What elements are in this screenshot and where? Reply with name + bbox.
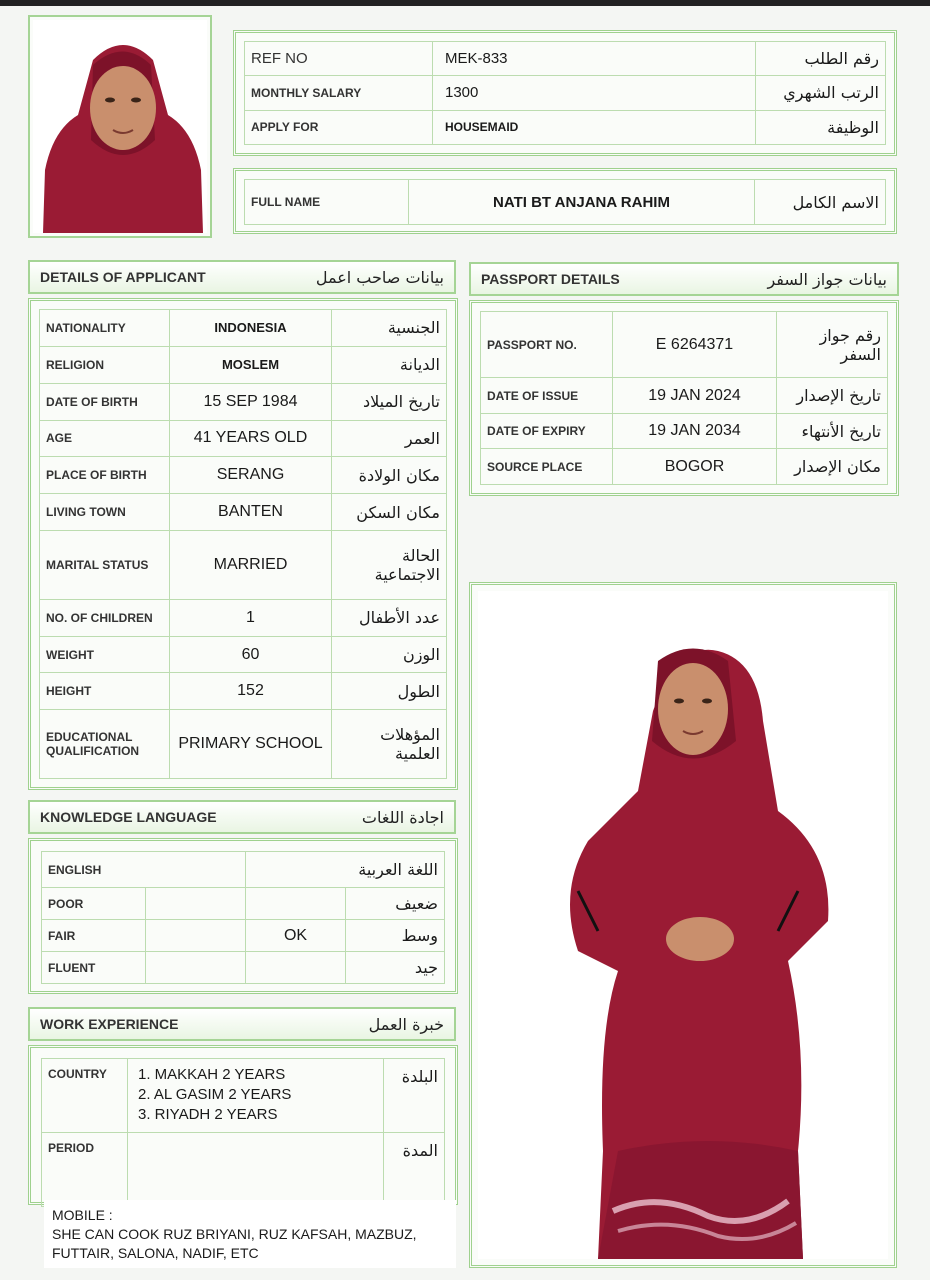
experience-title: WORK EXPERIENCE	[40, 1016, 179, 1032]
arabic-level-value	[246, 888, 346, 920]
applicant-field-arabic: تاريخ الميلاد	[332, 383, 447, 420]
country-item: 2. AL GASIM 2 YEARS	[138, 1086, 292, 1103]
applicant-field-value: 152	[170, 673, 332, 710]
applicant-field-arabic: الديانة	[332, 346, 447, 383]
passport-field-value: BOGOR	[613, 449, 777, 485]
applicant-field-value: 60	[170, 636, 332, 673]
language-title-arabic: اجادة اللغات	[361, 807, 444, 827]
passport-row	[481, 378, 888, 414]
notes-line-1: SHE CAN COOK RUZ BRIYANI, RUZ KAFSAH, MAZBUZ,	[52, 1226, 417, 1242]
applicant-field-value: PRIMARY SCHOOL	[170, 710, 332, 779]
passport-row	[481, 312, 888, 378]
full-photo-frame	[469, 582, 897, 1268]
portrait-photo	[33, 20, 207, 233]
language-box	[28, 838, 458, 994]
english-level-value	[146, 952, 246, 984]
applicant-field-arabic: المؤهلات العلمية	[332, 710, 447, 779]
full-name-box	[233, 168, 897, 234]
language-level-label: FLUENT	[42, 952, 146, 984]
applicant-row	[40, 673, 447, 710]
arabic-level-value: OK	[246, 920, 346, 952]
notes-line-2: FUTTAIR, SALONA, NADIF, ETC	[52, 1245, 259, 1261]
applicant-field-label: AGE	[40, 420, 170, 457]
applicant-field-arabic: الوزن	[332, 636, 447, 673]
ref-no-arabic: رقم الطلب	[756, 42, 886, 76]
english-level-value	[146, 888, 246, 920]
applicant-field-arabic: مكان السكن	[332, 494, 447, 531]
passport-row	[481, 449, 888, 485]
salary-label: MONTHLY SALARY	[245, 76, 433, 110]
passport-title-arabic: بيانات جواز السفر	[767, 269, 887, 289]
ref-no-value: MEK-833	[433, 42, 756, 76]
experience-table	[41, 1058, 445, 1207]
language-row	[42, 952, 445, 984]
applicant-field-arabic: مكان الولادة	[332, 457, 447, 494]
language-title: KNOWLEDGE LANGUAGE	[40, 809, 217, 825]
full-body-photo	[478, 591, 888, 1259]
applicant-row	[40, 494, 447, 531]
language-row	[42, 920, 445, 952]
language-table	[41, 851, 445, 984]
applicant-field-value: 15 SEP 1984	[170, 383, 332, 420]
passport-field-value: E 6264371	[613, 312, 777, 378]
applicant-field-value: SERANG	[170, 457, 332, 494]
arabic-level-value	[246, 952, 346, 984]
applicant-field-label: LIVING TOWN	[40, 494, 170, 531]
applicant-field-label: DATE OF BIRTH	[40, 383, 170, 420]
passport-field-label: DATE OF EXPIRY	[481, 413, 613, 449]
passport-table	[480, 311, 888, 485]
language-section-header	[28, 800, 456, 834]
passport-row	[481, 413, 888, 449]
passport-field-arabic: تاريخ الأنتهاء	[777, 413, 888, 449]
applicant-row	[40, 531, 447, 600]
applicant-field-arabic: العمر	[332, 420, 447, 457]
experience-box	[28, 1045, 458, 1205]
applicant-field-value: 41 YEARS OLD	[170, 420, 332, 457]
reference-table	[244, 41, 886, 145]
apply-for-arabic: الوظيفة	[756, 110, 886, 144]
applicant-row	[40, 599, 447, 636]
full-name-table	[244, 179, 886, 225]
portrait-photo-frame	[28, 15, 212, 238]
applicant-field-value: BANTEN	[170, 494, 332, 531]
experience-section-header	[28, 1007, 456, 1041]
notes-block	[44, 1200, 456, 1268]
period-label: PERIOD	[42, 1133, 128, 1207]
passport-field-label: SOURCE PLACE	[481, 449, 613, 485]
passport-section-header	[469, 262, 899, 296]
language-level-arabic: ضعيف	[346, 888, 445, 920]
applicant-field-label: EDUCATIONAL QUALIFICATION	[40, 710, 170, 779]
period-arabic: المدة	[384, 1133, 445, 1207]
country-label: COUNTRY	[42, 1059, 128, 1133]
full-name-value: NATI BT ANJANA RAHIM	[409, 180, 755, 225]
passport-field-label: DATE OF ISSUE	[481, 378, 613, 414]
applicant-row	[40, 310, 447, 347]
applicant-field-arabic: عدد الأطفال	[332, 599, 447, 636]
passport-box	[469, 300, 899, 496]
applicant-row	[40, 383, 447, 420]
passport-field-arabic: رقم جواز السفر	[777, 312, 888, 378]
period-value	[128, 1133, 384, 1207]
applicant-row	[40, 420, 447, 457]
applicant-field-arabic: الحالة الاجتماعية	[332, 531, 447, 600]
salary-arabic: الرتب الشهري	[756, 76, 886, 110]
applicant-row	[40, 710, 447, 779]
mobile-label: MOBILE :	[52, 1207, 113, 1223]
full-name-arabic: الاسم الكامل	[755, 180, 886, 225]
applicant-field-label: HEIGHT	[40, 673, 170, 710]
applicant-field-value: INDONESIA	[170, 310, 332, 347]
applicant-field-arabic: الطول	[332, 673, 447, 710]
applicant-field-label: MARITAL STATUS	[40, 531, 170, 600]
applicant-row	[40, 346, 447, 383]
passport-field-value: 19 JAN 2034	[613, 413, 777, 449]
applicant-row	[40, 636, 447, 673]
ref-no-label: REF NO	[245, 42, 433, 76]
language-level-label: FAIR	[42, 920, 146, 952]
language-row	[42, 888, 445, 920]
language-level-arabic: وسط	[346, 920, 445, 952]
applicant-title: DETAILS OF APPLICANT	[40, 269, 206, 285]
top-edge	[0, 0, 930, 6]
reference-box	[233, 30, 897, 156]
salary-value: 1300	[433, 76, 756, 110]
english-level-value	[146, 920, 246, 952]
country-arabic: البلدة	[384, 1059, 445, 1133]
language-level-label: POOR	[42, 888, 146, 920]
country-item: 1. MAKKAH 2 YEARS	[138, 1066, 286, 1083]
passport-field-value: 19 JAN 2024	[613, 378, 777, 414]
arabic-language-label: اللغة العربية	[246, 852, 445, 888]
applicant-row	[40, 457, 447, 494]
passport-field-arabic: تاريخ الإصدار	[777, 378, 888, 414]
passport-field-arabic: مكان الإصدار	[777, 449, 888, 485]
applicant-field-label: NO. OF CHILDREN	[40, 599, 170, 636]
language-level-arabic: جيد	[346, 952, 445, 984]
applicant-box	[28, 298, 458, 790]
passport-title: PASSPORT DETAILS	[481, 271, 620, 287]
applicant-field-label: RELIGION	[40, 346, 170, 383]
applicant-table	[39, 309, 447, 779]
passport-field-label: PASSPORT NO.	[481, 312, 613, 378]
applicant-field-label: WEIGHT	[40, 636, 170, 673]
applicant-title-arabic: بيانات صاحب اعمل	[315, 267, 444, 287]
country-item: 3. RIYADH 2 YEARS	[138, 1106, 278, 1123]
english-label: ENGLISH	[42, 852, 246, 888]
applicant-field-label: PLACE OF BIRTH	[40, 457, 170, 494]
applicant-field-value: 1	[170, 599, 332, 636]
applicant-field-value: MARRIED	[170, 531, 332, 600]
applicant-field-value: MOSLEM	[170, 346, 332, 383]
country-list	[128, 1059, 384, 1133]
apply-for-value: HOUSEMAID	[433, 110, 756, 144]
applicant-field-arabic: الجنسية	[332, 310, 447, 347]
full-name-label: FULL NAME	[245, 180, 409, 225]
apply-for-label: APPLY FOR	[245, 110, 433, 144]
applicant-section-header	[28, 260, 456, 294]
applicant-field-label: NATIONALITY	[40, 310, 170, 347]
experience-title-arabic: خبرة العمل	[368, 1014, 444, 1034]
